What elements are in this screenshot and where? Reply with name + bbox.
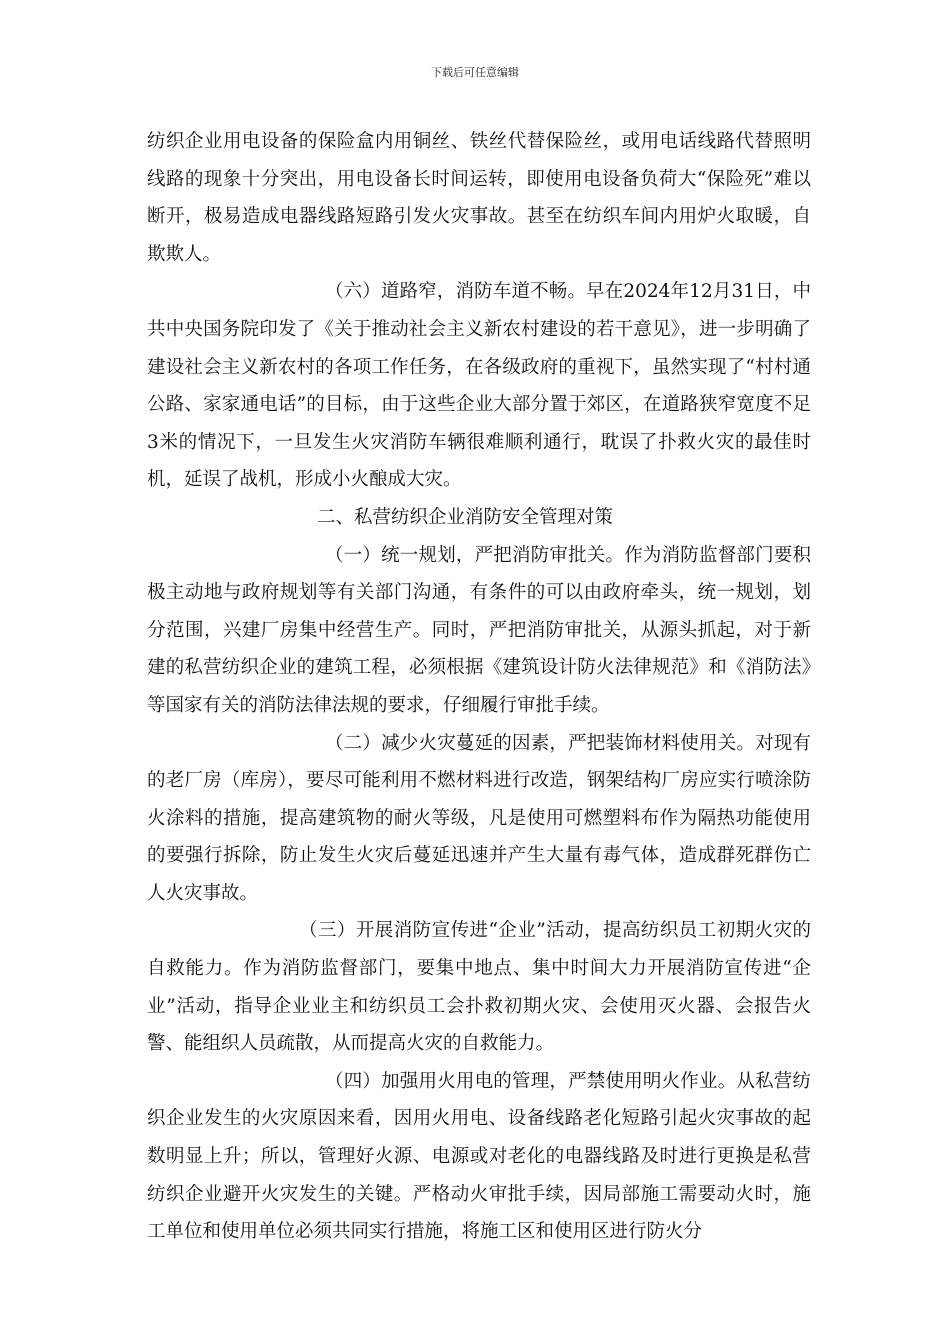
paragraph-countermeasure-2: （二）减少火灾蔓延的因素，严把装饰材料使用关。对现有的老厂房（库房），要尽可能利用不燃材料进行改造，钢架结构厂房应实行喷涂防火涂料的措施，提高建筑物的耐火等级，凡是使用可燃塑料布作为隔热功能使用的要强行拆除，防止发生火灾后蔓延迅速并产生大量有毒气体，造成群死群伤亡人火灾事故。 bbox=[147, 732, 811, 904]
document-body bbox=[147, 123, 811, 1251]
paragraph-countermeasure-3: （三）开展消防宣传进“企业”活动，提高纺织员工初期火灾的自救能力。作为消防监督部门，要集中地点、集中时间大力开展消防宣传进“企业”活动，指导企业业主和纺织员工会扑救初期火灾、会使用灭火器、会报告火警、能组织人员疏散，从而提高火灾的自救能力。 bbox=[147, 920, 811, 1055]
paragraph-continuation: 纺织企业用电设备的保险盒内用铜丝、铁丝代替保险丝，或用电话线路代替照明线路的现象十分突出，用电设备长时间运转，即使用电设备负荷大“保险死”难以断开，极易造成电器线路短路引发火灾事故。甚至在纺织车间内用炉火取暖，自欺欺人。 bbox=[147, 131, 811, 265]
paragraph-countermeasure-4: （四）加强用火用电的管理，严禁使用明火作业。从私营纺织企业发生的火灾原因来看，因用火用电、设备线路老化短路引起火灾事故的起数明显上升；所以，管理好火源、电源或对老化的电器线路及时进行更换是私营纺织企业避开火灾发生的关键。严格动火审批手续，因局部施工需要动火时，施工单位和使用单位必须共同实行措施，将施工区和使用区进行防火分 bbox=[147, 1070, 811, 1243]
page-header-note: 下载后可任意编辑 bbox=[431, 66, 519, 79]
section-heading-countermeasures: 二、私营纺织企业消防安全管理对策 bbox=[317, 506, 614, 528]
paragraph-section-6: （六）道路窄，消防车道不畅。早在2024年12月31日，中共中央国务院印发了《关于推动社会主义新农村建设的若干意见》，进一步明确了建设社会主义新农村的各项工作任务，在各级政府的重视下，虽然实现了“村村通公路、家家通电话”的目标，由于这些企业大部分置于郊区，在道路狭窄宽度不足3米的情况下，一旦发生火灾消防车辆很难顺利通行，耽误了扑救火灾的最佳时机，延误了战机，形成小火酿成大灾。 bbox=[147, 281, 811, 491]
paragraph-countermeasure-1: （一）统一规划，严把消防审批关。作为消防监督部门要积极主动地与政府规划等有关部门沟通，有条件的可以由政府牵头，统一规划，划分范围，兴建厂房集中经营生产。同时，严把消防审批关，从源头抓起，对于新建的私营纺织企业的建筑工程，必须根据《建筑设计防火法律规范》和《消防法》等国家有关的消防法律法规的要求，仔细履行审批手续。 bbox=[147, 544, 811, 716]
